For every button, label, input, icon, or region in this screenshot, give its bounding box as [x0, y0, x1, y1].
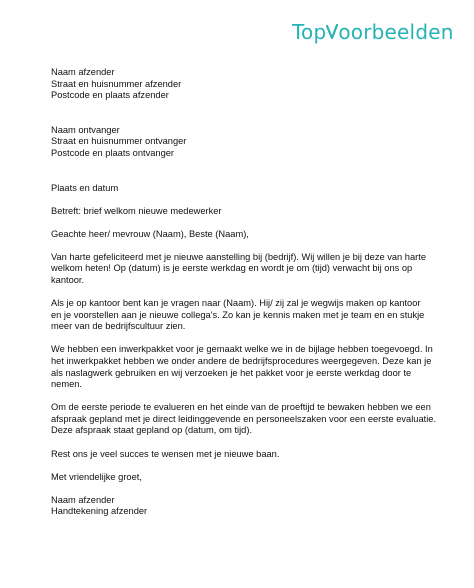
subject-line: Betreft: brief welkom nieuwe medewerker	[51, 205, 222, 216]
sender-name: Naam afzender	[51, 67, 115, 77]
paragraph-line: welkom heten! Op (datum) is je eerste werkdag en wordt je om (tijd) verwacht bij ons op	[51, 263, 413, 274]
logo-text-end: oorbeelden	[338, 20, 454, 44]
signature-block	[51, 495, 451, 518]
recipient-postal: Postcode en plaats ontvanger	[51, 147, 175, 158]
paragraph-onboarding-pack	[51, 344, 451, 390]
salutation: Geachte heer/ mevrouw (Naam), Beste (Naam),	[51, 228, 249, 239]
letter-body	[51, 67, 451, 518]
sender-address	[51, 67, 451, 102]
paragraph-first-day	[51, 298, 451, 333]
paragraph-line: en je voorstellen aan je nieuwe collega's. Zo kan je kennis maken met je team en en stukje	[51, 309, 425, 320]
paragraph-line: kantoor.	[51, 275, 85, 286]
paragraph-line: Van harte gefeliciteerd met je nieuwe aanstelling bij (bedrijf). Wij willen je bij deze van harte	[51, 251, 426, 262]
paragraph-line: meer van de bedrijfscultuur zien.	[51, 321, 186, 332]
sender-postal: Postcode en plaats afzender	[51, 90, 169, 101]
signature-name: Naam afzender	[51, 494, 115, 505]
recipient-street: Straat en huisnummer ontvanger	[51, 136, 187, 147]
paragraph-line: nemen.	[51, 379, 83, 390]
paragraph-line: afspraak gepland met je direct leidinggevende en personeelszaken voor een eerste evaluatie.	[51, 413, 437, 424]
signature-label: Handtekening afzender	[51, 506, 148, 517]
place-date: Plaats en datum	[51, 182, 119, 193]
logo-text-start: Top	[292, 20, 327, 44]
paragraph-line: Rest ons je veel succes te wensen met je nieuwe baan.	[51, 448, 280, 459]
paragraph-evaluation	[51, 402, 451, 437]
paragraph-line: Om de eerste periode te evalueren en het einde van de proeftijd te bewaken hebben we een	[51, 402, 431, 413]
recipient-name: Naam ontvanger	[51, 124, 120, 135]
recipient-address	[51, 125, 451, 160]
sender-street: Straat en huisnummer afzender	[51, 78, 182, 89]
paragraph-line: We hebben een inwerkpakket voor je gemaakt welke we in de bijlage hebben toegevoegd. In	[51, 344, 433, 355]
paragraph-congratulations	[51, 252, 451, 287]
paragraph-line: Deze afspraak staat gepland op (datum, om tijd).	[51, 425, 253, 436]
paragraph-line: het inwerkpakket hebben we onder andere de bedrijfsprocedures weergegeven. Deze kan je	[51, 356, 432, 366]
paragraph-line: als naslagwerk gebruiken en wij verzoeken je het pakket voor je eerste werkdag door te	[51, 367, 412, 378]
paragraph-good-luck	[51, 449, 451, 461]
paragraph-line: Als je op kantoor bent kan je vragen naar (Naam). Hij/ zij zal je wegwijs maken op kantoor	[51, 298, 421, 309]
logo-v-check-icon	[326, 24, 338, 40]
topvoorbeelden-logo	[292, 20, 454, 44]
closing: Met vriendelijke groet,	[51, 471, 142, 482]
